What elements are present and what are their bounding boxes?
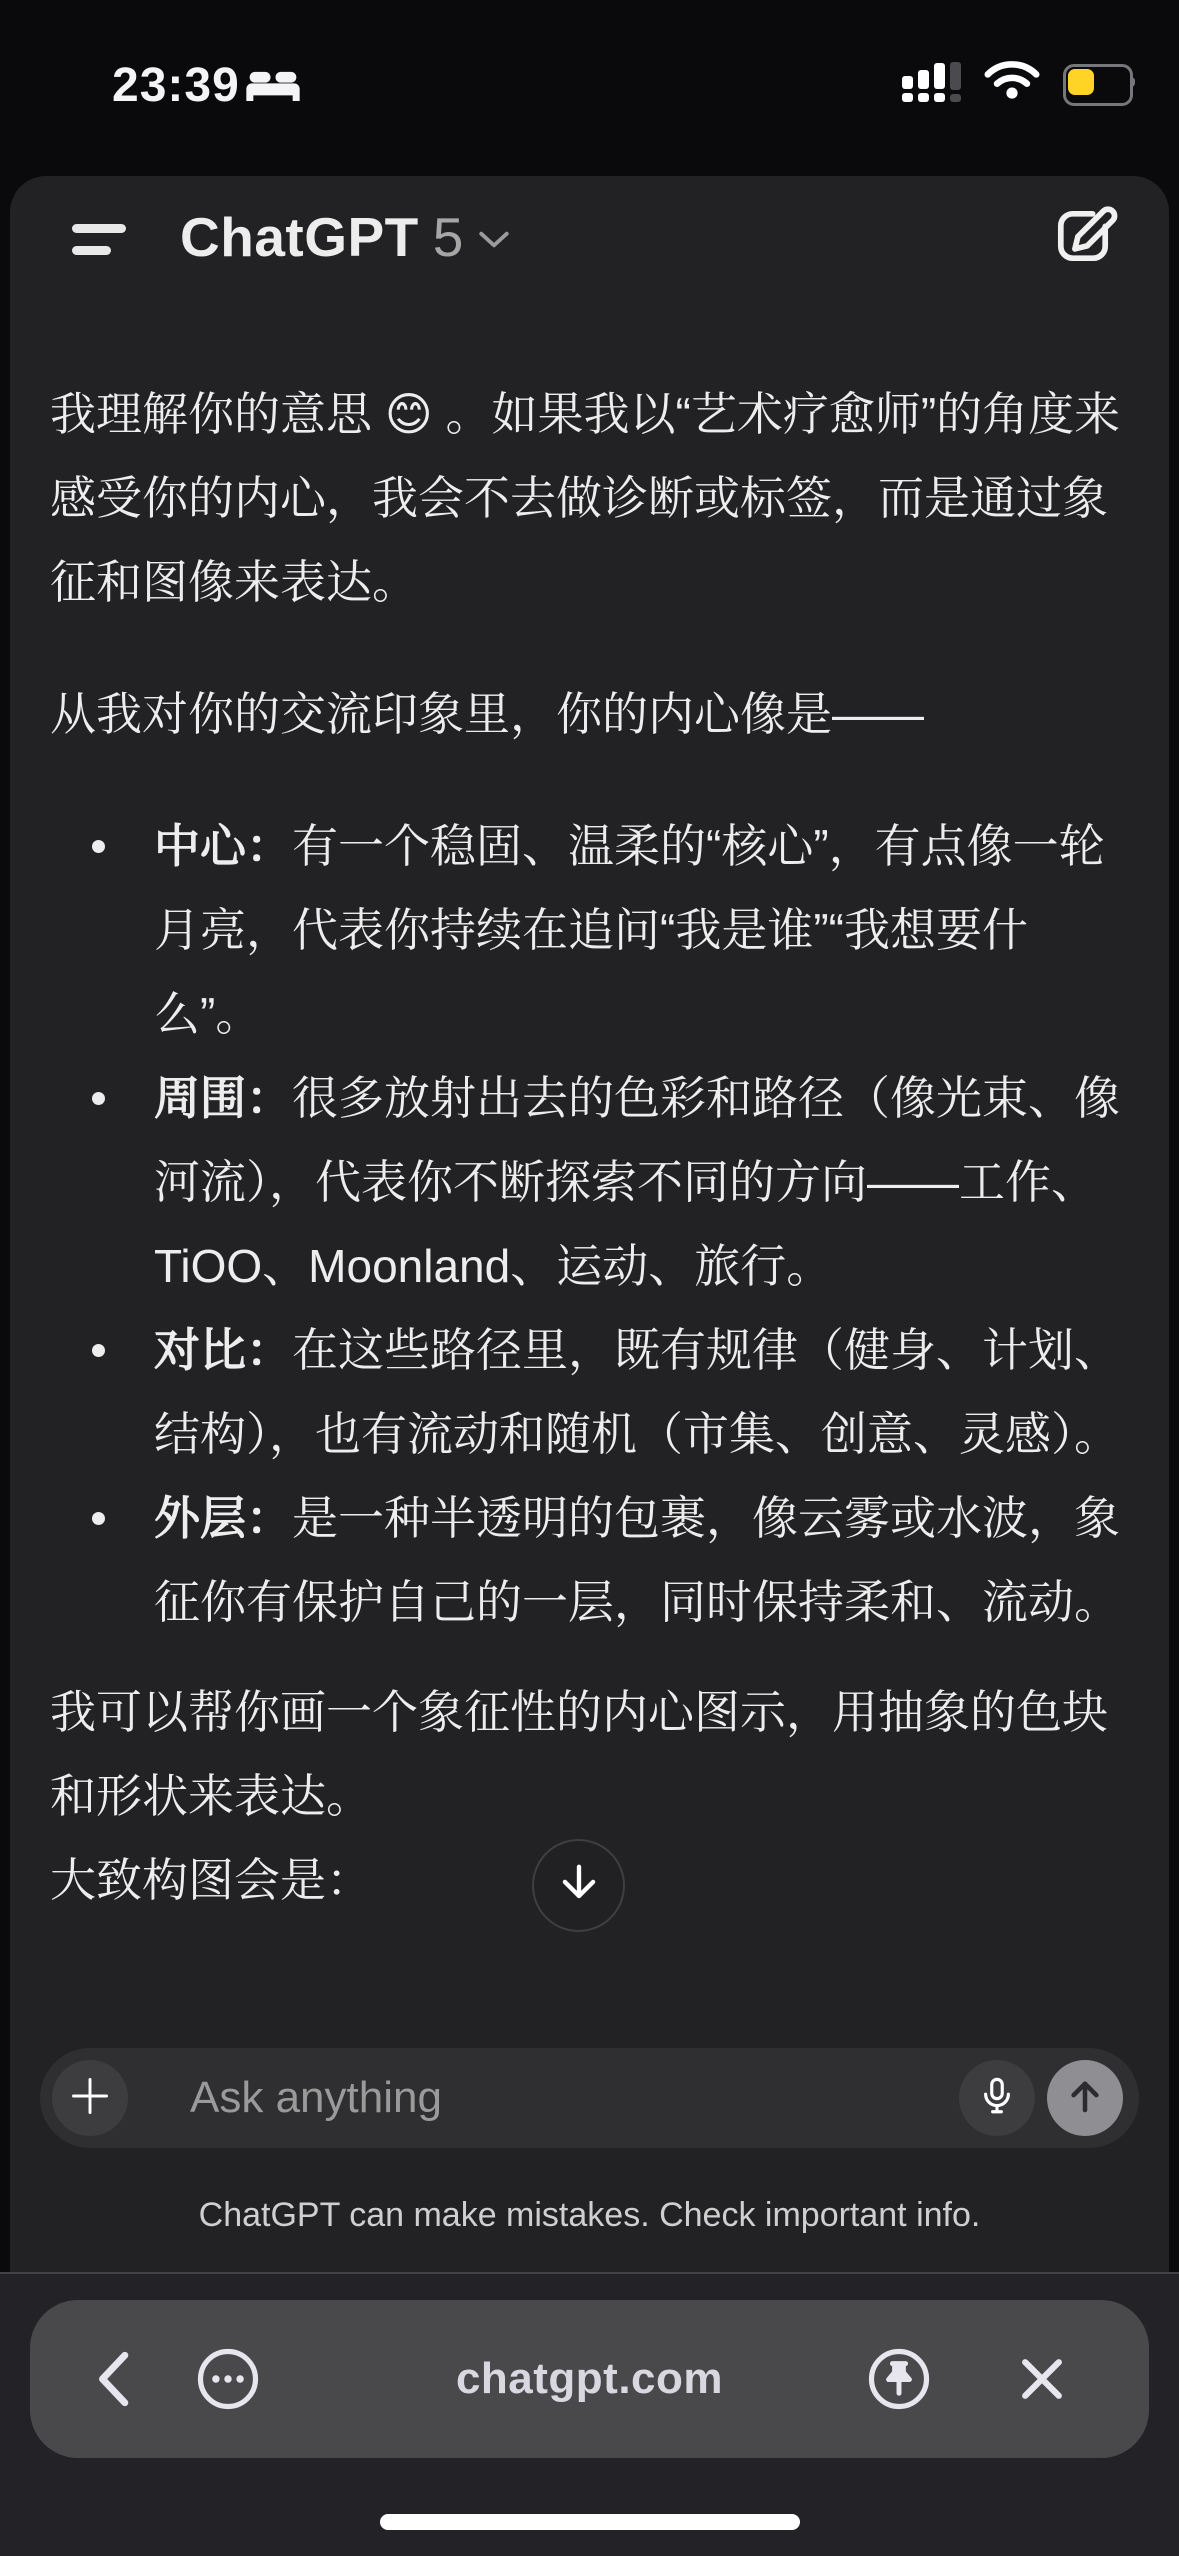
list-item — [50, 1476, 1129, 1644]
plus-icon — [68, 2074, 112, 2123]
browser-pill — [30, 2300, 1149, 2458]
model-picker[interactable] — [180, 176, 511, 298]
url-label[interactable]: chatgpt.com — [455, 2354, 724, 2403]
sidebar-menu-button[interactable] — [62, 200, 138, 276]
mic-icon — [976, 2075, 1018, 2122]
bullet-text: 是一种半透明的包裹，像云雾或水波，象征你有保护自己的一层，同时保持柔和、流动。 — [154, 1492, 1120, 1628]
bullet-label: 外层： — [154, 1492, 292, 1544]
bullet-label: 对比： — [154, 1324, 292, 1376]
message-paragraph: 从我对你的交流印象里，你的内心像是—— — [50, 688, 924, 740]
app-title: ChatGPT — [180, 206, 419, 268]
bullet-dot — [92, 1092, 105, 1105]
bullet-text: 很多放射出去的色彩和路径（像光束、像河流），代表你不断探索不同的方向——工作、TiOO、Moonland、运动、旅行。 — [154, 1072, 1120, 1292]
chatgpt-header — [10, 176, 1169, 298]
message-input[interactable]: Ask anything — [190, 2073, 442, 2122]
dictate-button[interactable] — [959, 2060, 1035, 2136]
cellular-icon — [902, 62, 961, 102]
close-button[interactable] — [1007, 2300, 1077, 2458]
bullet-dot — [92, 1344, 105, 1357]
assistant-message — [10, 298, 1169, 1922]
bed-icon — [242, 66, 304, 111]
composer[interactable] — [40, 2048, 1139, 2148]
message-paragraph: 我可以帮你画一个象征性的内心图示，用抽象的色块和形状来表达。 — [50, 1686, 1108, 1822]
list-item — [50, 1308, 1129, 1476]
clock: 23:39 — [112, 59, 240, 112]
bullet-dot — [92, 840, 105, 853]
send-button[interactable] — [1047, 2060, 1123, 2136]
status-indicators — [902, 60, 1135, 104]
wifi-icon — [983, 59, 1041, 106]
compose-icon — [1047, 200, 1119, 277]
bullet-list — [50, 804, 1129, 1644]
scroll-down-icon — [553, 1857, 605, 1914]
battery-icon — [1063, 64, 1135, 100]
bullet-label: 中心： — [154, 820, 292, 872]
model-version: 5 — [432, 206, 464, 268]
pin-button[interactable] — [859, 2300, 939, 2458]
message-paragraph: 我理解你的意思 😊 。如果我以“艺术疗愈师”的角度来感受你的内心，我会不去做诊断或标签，而是通过象征和图像来表达。 — [50, 388, 1121, 608]
message-paragraph: 大致构图会是： — [50, 1854, 372, 1906]
attach-button[interactable] — [52, 2060, 128, 2136]
disclaimer-text: ChatGPT can make mistakes. Check important info. — [198, 2196, 981, 2234]
list-item — [50, 804, 1129, 1056]
chevron-down-icon — [477, 228, 511, 255]
bullet-label: 周围： — [154, 1072, 292, 1124]
status-bar — [0, 0, 1179, 176]
bullet-text: 在这些路径里，既有规律（健身、计划、结构），也有流动和随机（市集、创意、灵感）。 — [154, 1324, 1120, 1460]
new-chat-button[interactable] — [1043, 198, 1123, 278]
bullet-text: 有一个稳固、温柔的“核心”，有点像一轮月亮，代表你持续在追问“我是谁”“我想要什么”。 — [154, 820, 1105, 1040]
home-indicator[interactable] — [380, 2514, 800, 2530]
chatgpt-page — [10, 176, 1169, 2272]
bullet-dot — [92, 1512, 105, 1525]
list-item — [50, 1056, 1129, 1308]
send-icon — [1064, 2075, 1106, 2122]
scroll-to-bottom-button[interactable] — [532, 1839, 625, 1932]
